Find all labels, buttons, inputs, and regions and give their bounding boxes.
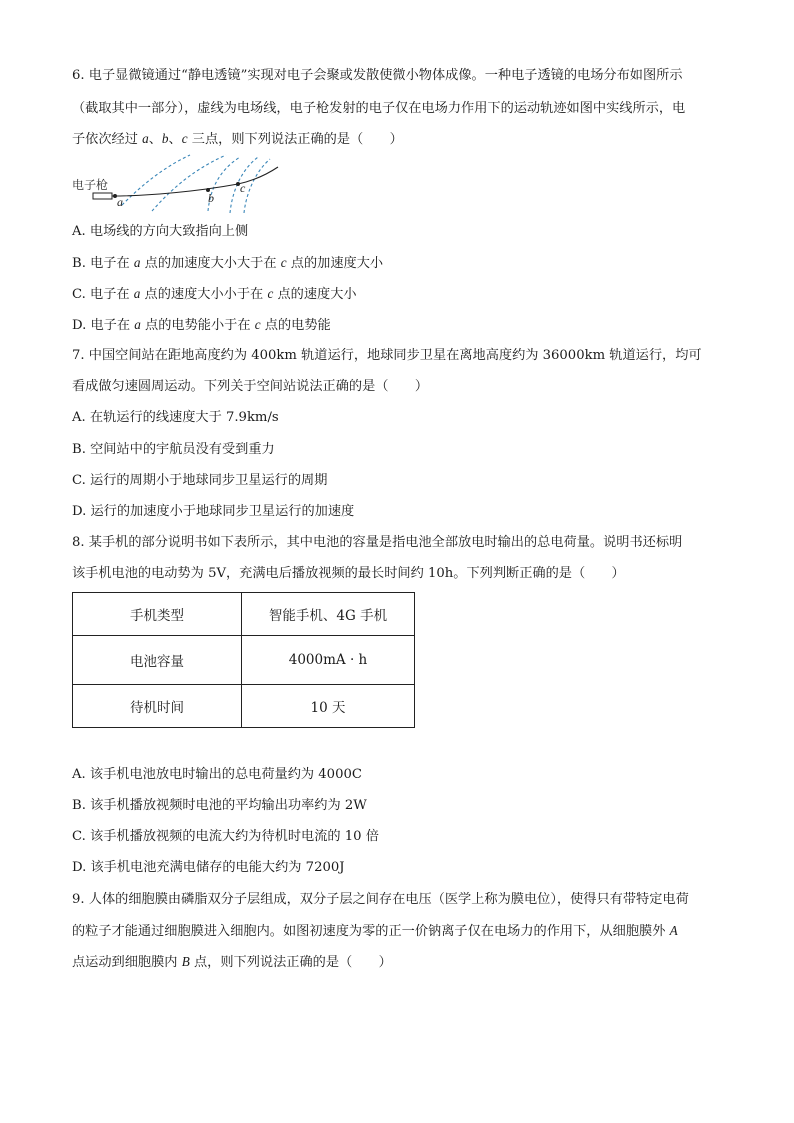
q8-option-a: A. 该手机电池放电时输出的总电荷量约为 4000C [72,767,362,782]
gun-label: 电子枪 [72,178,109,192]
table-cell: 待机时间 [73,685,242,728]
table-cell: 手机类型 [73,593,242,636]
q6-stem-line-3: 子依次经过 a、b、c 三点，则下列说法正确的是（ ） [72,131,403,147]
q7-option-c: C. 运行的周期小于地球同步卫星运行的周期 [72,473,328,488]
table-cell: 4000mA · h [242,636,415,685]
q8-option-b: B. 该手机播放视频时电池的平均输出功率约为 2W [72,798,367,813]
q8-stem-line-1: 8. 某手机的部分说明书如下表所示，其中电池的容量是指电池全部放电时输出的总电荷量。说明书还标明 [72,535,683,550]
q8-stem-line-2: 该手机电池的电动势为 5V，充满电后播放视频的最长时间约 10h。下列判断正确的是（ ） [72,566,625,581]
q6-option-a: A. 电场线的方向大致指向上侧 [72,224,249,239]
q6-option-d: D. 电子在 a 点的电势能小于在 c 点的电势能 [72,317,331,333]
q7-option-b: B. 空间站中的宇航员没有受到重力 [72,442,275,457]
point-a-label: a [117,195,123,209]
q6-stem-line-1: 6. 电子显微镜通过“静电透镜”实现对电子会聚或发散使微小物体成像。一种电子透镜的电场分布如图所示 [72,68,683,83]
point-c-label: c [240,181,246,195]
table-cell: 电池容量 [73,636,242,685]
field-line-2 [152,155,226,211]
q6-stem-line-2: （截取其中一部分），虚线为电场线，电子枪发射的电子仅在电场力作用下的运动轨迹如图中实线所示，电 [72,101,686,116]
q7-option-d: D. 运行的加速度小于地球同步卫星运行的加速度 [72,504,355,519]
q9-stem-line-1: 9. 人体的细胞膜由磷脂双分子层组成，双分子层之间存在电压（医学上称为膜电位），使得只有带特定电荷 [72,892,689,907]
table-cell: 10 天 [242,685,415,728]
table-row [73,685,415,728]
table-row [73,636,415,685]
point-b-label: b [208,191,214,205]
q7-option-a: A. 在轨运行的线速度大于 7.9km/s [72,410,279,425]
q8-option-c: C. 该手机播放视频的电流大约为待机时电流的 10 倍 [72,829,379,844]
field-line-1 [122,155,190,205]
q7-stem-line-2: 看成做匀速圆周运动。下列关于空间站说法正确的是（ ） [72,379,429,394]
q8-option-d: D. 该手机电池充满电储存的电能大约为 7200J [72,860,345,875]
q7-stem-line-1: 7. 中国空间站在距地高度约为 400km 轨道运行，地球同步卫星在离地高度约为 36000km 轨道运行，均可 [72,348,702,363]
q6-option-c: C. 电子在 a 点的速度大小小于在 c 点的速度大小 [72,286,357,302]
table-cell: 智能手机、4G 手机 [242,593,415,636]
q6-option-b: B. 电子在 a 点的加速度大小大于在 c 点的加速度大小 [72,255,384,271]
q9-stem-line-3: 点运动到细胞膜内 B 点，则下列说法正确的是（ ） [72,954,392,970]
q9-stem-line-2: 的粒子才能通过细胞膜进入细胞内。如图初速度为零的正一价钠离子仅在电场力的作用下，从细胞膜外 A [72,923,678,939]
phone-spec-table [72,592,415,728]
electrostatic-lens-figure [70,153,285,213]
table-row [73,593,415,636]
electron-trajectory [112,167,278,196]
electron-gun-icon [93,193,112,199]
